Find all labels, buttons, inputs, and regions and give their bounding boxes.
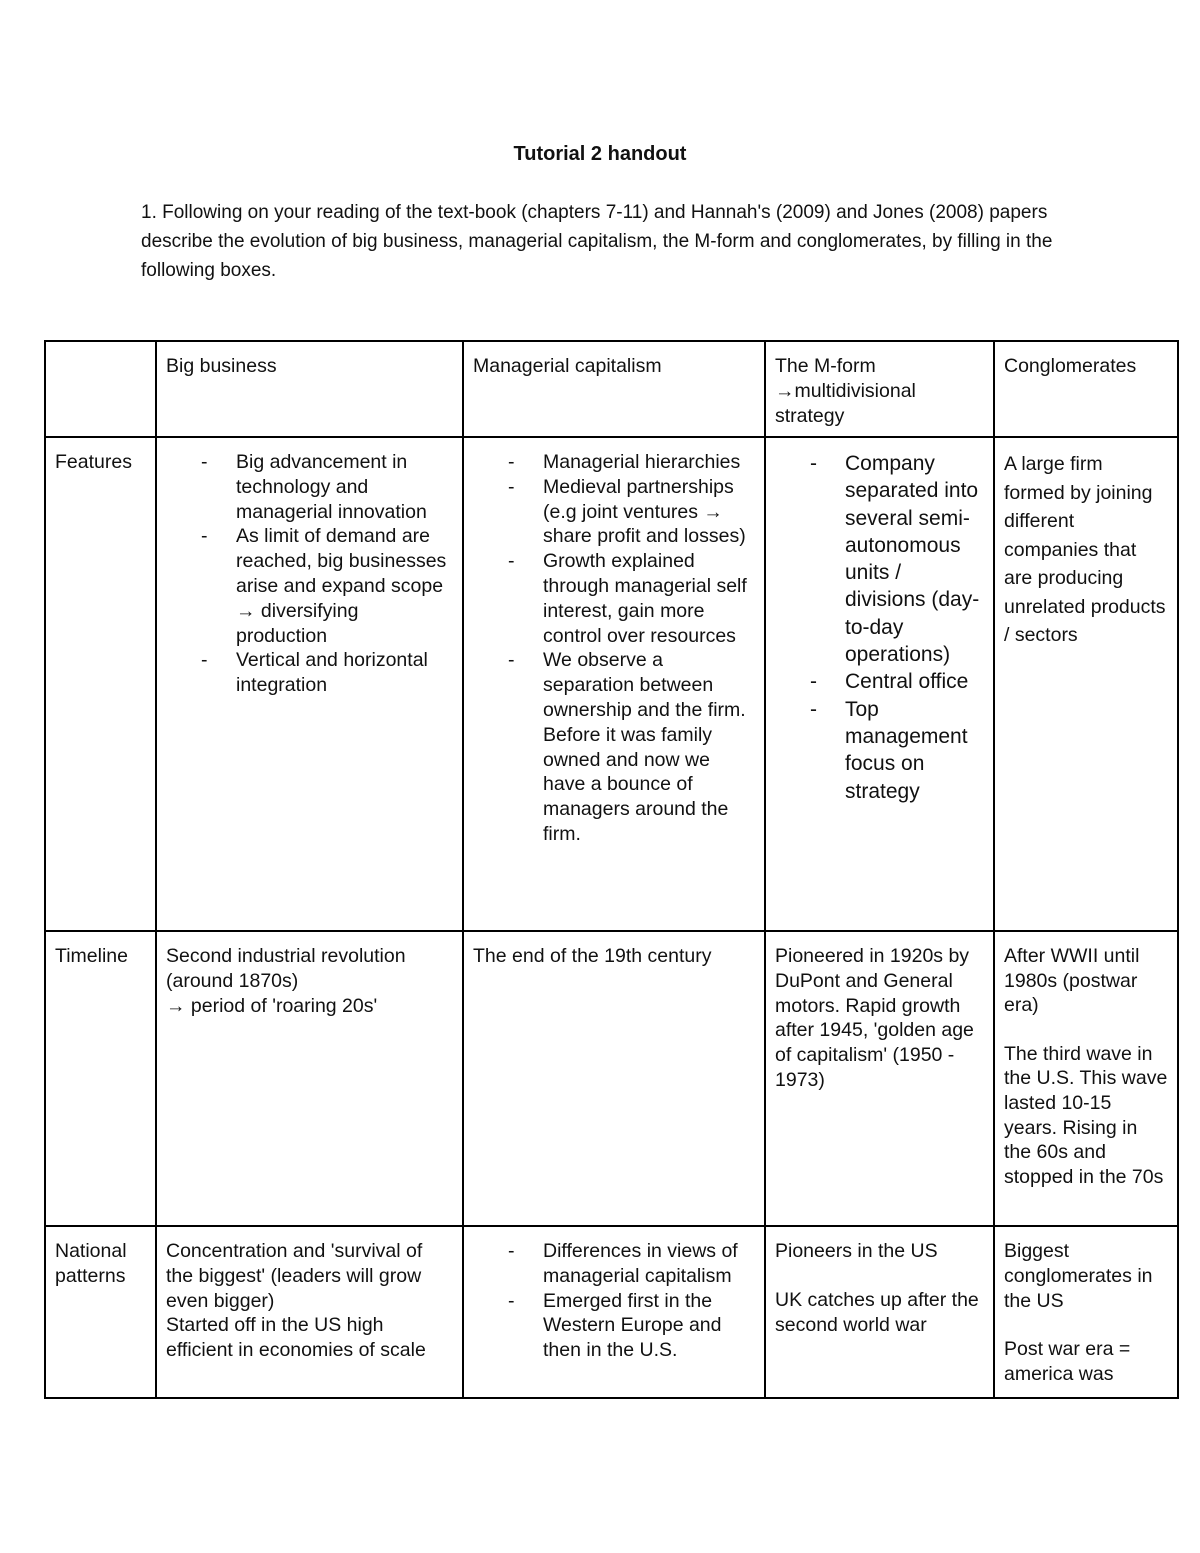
- list-item: - Big advancement in technology and managerial innovation: [166, 450, 453, 524]
- features-managerial-capitalism-list: [473, 450, 755, 847]
- timeline-big-business-line: → period of 'roaring 20s': [166, 994, 378, 1017]
- timeline-big-business-cell: [156, 931, 463, 1226]
- national-conglomerates-para: Biggest conglomerates in the US: [1004, 1240, 1153, 1312]
- national-big-business-cell: [156, 1226, 463, 1398]
- national-conglomerates-cell: [994, 1226, 1178, 1398]
- national-big-business-line: Started off in the US high efficient in economies of scale: [166, 1314, 426, 1362]
- timeline-conglomerates-para: After WWII until 1980s (postwar era): [1004, 945, 1140, 1017]
- timeline-conglomerates-para: The third wave in the U.S. This wave lasted 10-15 years. Rising in the 60s and stopped in the 70s: [1004, 1042, 1168, 1188]
- national-big-business-line: Concentration and 'survival of the biggest' (leaders will grow even bigger): [166, 1240, 423, 1312]
- header-row: [45, 341, 1178, 437]
- list-item: - Medieval partnerships (e.g joint ventures → share profit and losses): [473, 475, 755, 549]
- features-conglomerates-cell: A large firm formed by joining different companies that are producing unrelated products / sectors: [994, 437, 1178, 931]
- row-features: [45, 437, 1178, 931]
- header-big-business: Big business: [156, 341, 463, 437]
- features-big-business-cell: [156, 437, 463, 931]
- row-label-features: Features: [45, 437, 156, 931]
- list-item: - As limit of demand are reached, big businesses arise and expand scope → diversifying production: [166, 524, 453, 648]
- list-item: - Managerial hierarchies: [473, 450, 755, 475]
- list-item: - Vertical and horizontal integration: [166, 648, 453, 698]
- header-conglomerates: Conglomerates: [994, 341, 1178, 437]
- timeline-m-form-cell: Pioneered in 1920s by DuPont and General motors. Rapid growth after 1945, 'golden age of capitalism' (1950 - 1973): [765, 931, 994, 1226]
- list-item: - Differences in views of managerial capitalism: [473, 1239, 755, 1289]
- timeline-managerial-capitalism-cell: The end of the 19th century: [463, 931, 765, 1226]
- national-managerial-capitalism-list: [473, 1239, 755, 1363]
- row-label-timeline: Timeline: [45, 931, 156, 1226]
- row-label-national-patterns: National patterns: [45, 1226, 156, 1398]
- national-m-form-para: Pioneers in the US: [775, 1240, 938, 1262]
- timeline-big-business-line: Second industrial revolution (around 1870s): [166, 945, 406, 992]
- national-conglomerates-para: Post war era = america was: [1004, 1338, 1131, 1386]
- list-item: - Central office: [775, 668, 984, 695]
- features-big-business-list: [166, 450, 453, 698]
- national-m-form-cell: [765, 1226, 994, 1398]
- features-managerial-capitalism-cell: [463, 437, 765, 931]
- national-managerial-capitalism-cell: [463, 1226, 765, 1398]
- row-national-patterns: [45, 1226, 1178, 1398]
- page-title: Tutorial 2 handout: [513, 143, 687, 165]
- list-item: - Company separated into several semi-autonomous units / divisions (day-to-day operations): [775, 450, 984, 668]
- header-managerial-capitalism: Managerial capitalism: [463, 341, 765, 437]
- features-m-form-list: [775, 450, 984, 805]
- list-item: - Top management focus on strategy: [775, 696, 984, 805]
- list-item: - Emerged first in the Western Europe and then in the U.S.: [473, 1289, 755, 1363]
- row-timeline: [45, 931, 1178, 1226]
- header-cell-empty: [45, 341, 156, 437]
- features-m-form-cell: [765, 437, 994, 931]
- timeline-conglomerates-cell: [994, 931, 1178, 1226]
- list-item: - We observe a separation between ownership and the firm. Before it was family owned and now we have a bounce of managers around the firm.: [473, 648, 755, 846]
- list-item: - Growth explained through managerial self interest, gain more control over resources: [473, 549, 755, 648]
- national-m-form-para: UK catches up after the second world war: [775, 1288, 979, 1336]
- handout-table: [44, 340, 1179, 1399]
- header-m-form: The M-form →multidivisional strategy: [765, 341, 994, 437]
- instruction-text: 1. Following on your reading of the text-book (chapters 7-11) and Hannah's (2009) and Jones (2008) papers describe the evolution of big business, managerial capitalism, the M-form and conglomerates, by filling in the following boxes.: [141, 202, 1053, 281]
